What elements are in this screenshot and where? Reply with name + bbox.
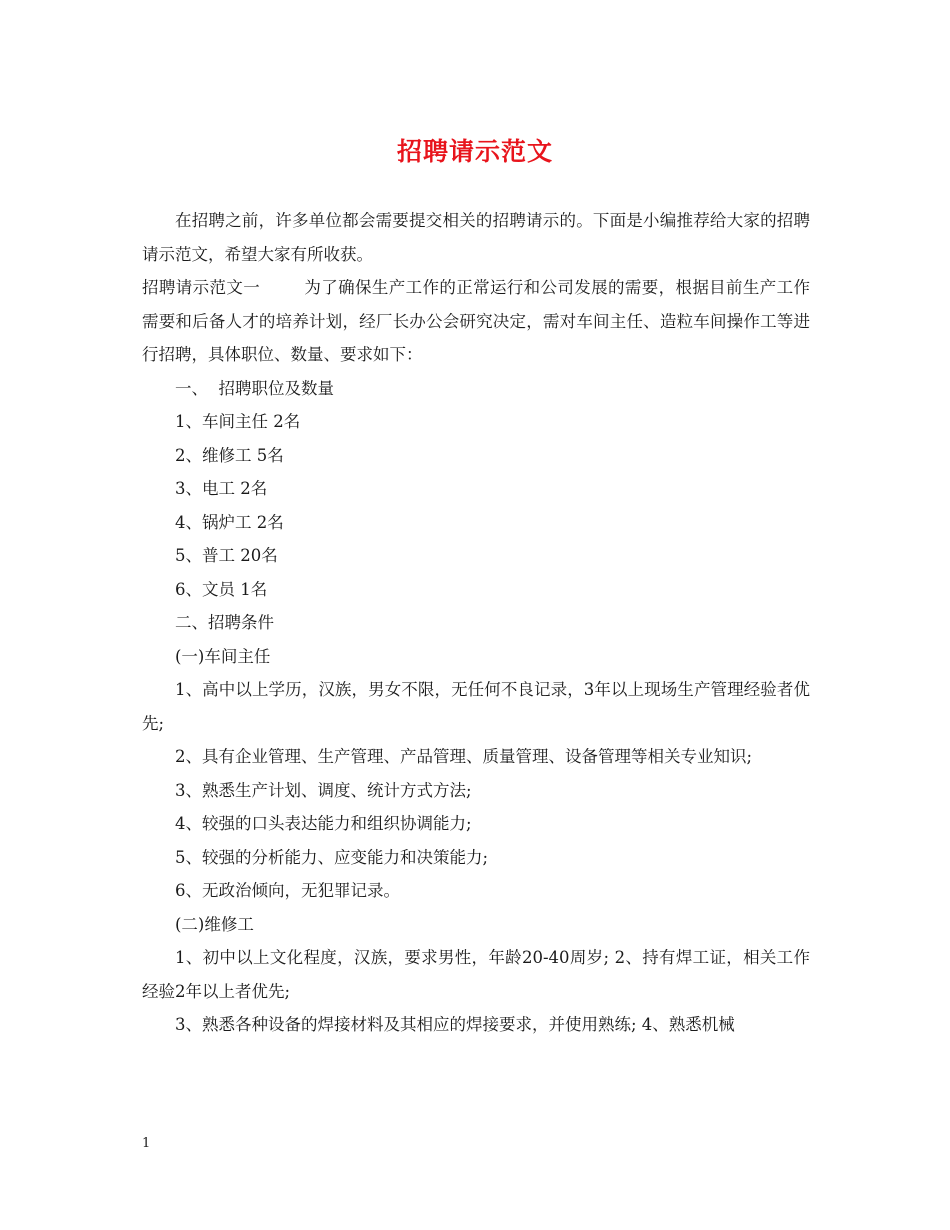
sample-paragraph [142, 271, 810, 372]
position-item: 3、电工 2名 [175, 479, 268, 498]
position-item: 2、维修工 5名 [175, 445, 284, 465]
intro-paragraph: 在招聘之前，许多单位都会需要提交相关的招聘请示的。下面是小编推荐给大家的招聘请示范文，希望大家有所收获。 [142, 211, 810, 264]
page-number: 1 [142, 1136, 151, 1151]
sample-text: 为了确保生产工作的正常运行和公司发展的需要，根据目前生产工作需要和后备人才的培养计划，经厂长办公会研究决定，需对车间主任、造粒车间操作工等进行招聘，具体职位、数量、要求如下： [142, 278, 811, 364]
requirement-item: 2、具有企业管理、生产管理、产品管理、质量管理、设备管理等相关专业知识; [175, 747, 753, 766]
section-heading-requirements: 二、招聘条件 [175, 613, 274, 632]
requirement-item: 5、较强的分析能力、应变能力和决策能力; [175, 847, 489, 867]
requirement-item: 1、高中以上学历，汉族，男女不限，无任何不良记录，3年以上现场生产管理经验者优先; [142, 680, 810, 733]
position-item: 5、普工 20名 [175, 546, 278, 565]
position-item: 4、锅炉工 2名 [175, 512, 284, 532]
requirement-item: 4、较强的口头表达能力和组织协调能力; [175, 814, 472, 833]
requirement-item: 1、初中以上文化程度，汉族，要求男性，年龄20-40周岁; 2、持有焊工证，相关工作经验2年以上者优先; [142, 948, 810, 1001]
document-body [142, 204, 810, 1042]
requirement-item: 6、无政治倾向，无犯罪记录。 [175, 881, 400, 900]
requirement-item: 3、熟悉生产计划、调度、统计方式方法; [175, 780, 472, 800]
position-item: 6、文员 1名 [175, 579, 268, 599]
subsection-heading-repair: (二)维修工 [175, 914, 254, 934]
section-heading-positions: 一、 招聘职位及数量 [175, 378, 334, 398]
sample-label: 招聘请示范文一 [142, 278, 261, 297]
requirement-item: 3、熟悉各种设备的焊接材料及其相应的焊接要求，并使用熟练; 4、熟悉机械 [175, 1015, 735, 1034]
position-item: 1、车间主任 2名 [175, 412, 301, 431]
subsection-heading-director: (一)车间主任 [175, 646, 271, 666]
document-title: 招聘请示范文 [396, 137, 553, 166]
